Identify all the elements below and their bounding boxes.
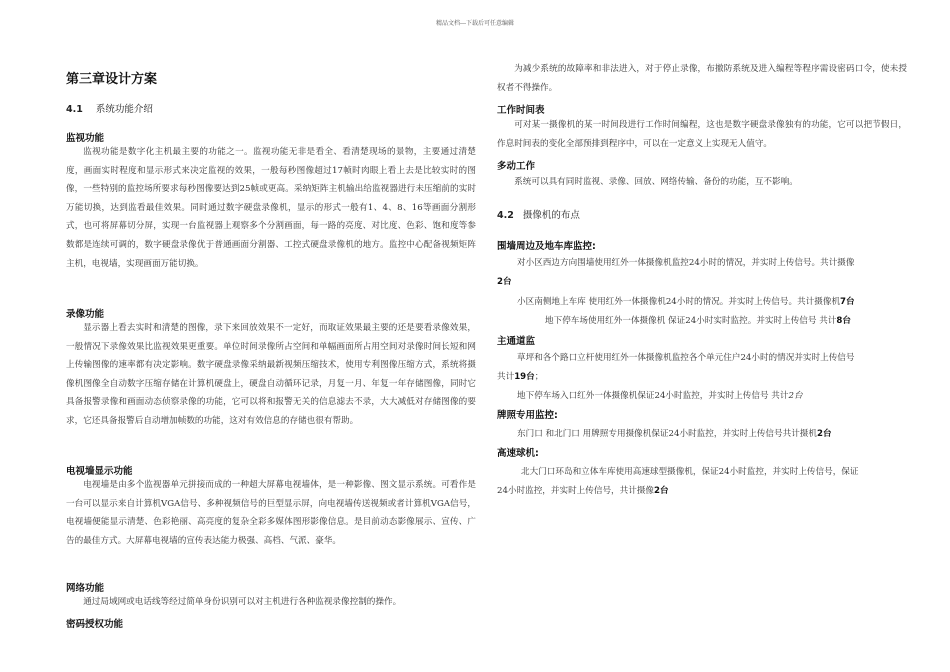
section-number: 4.2 xyxy=(497,210,514,221)
road-text-3: 地下停车场入口红外一体摄像机保证24小时监控，并实时上传信号 共计 xyxy=(517,391,789,401)
para-network: 通过局域网或电话线等经过简单身份识别可以对主机进行各种监视录像控制的操作。 xyxy=(83,597,402,607)
heading-schedule: 工作时间表 xyxy=(497,105,545,116)
plate-line-1 xyxy=(517,427,832,439)
para-record: 显示器上看去实时和清楚的图像，录下来回放效果不一定好，而取证效果最主要的还是要看录像效果，一般情况下录像效果比监视效果更重要。单位时间录像所占空间和单幅画面所占用空间对录像时间长短和网上传输图像的速率都有决定影响。数字硬盘录像采纳最新视频压缩技术，使用专利图像压缩方式，系统将摄像机图像全自动数字压缩存储在计算机硬盘上，硬盘自动循环记录，月复一月、年复一年存储图像，同时它具备报警录像和画面动态侦察录像的功能，它可以将和报警无关的信息滤去不录，大大减低对存储图像的要求，它还具备报警后自动增加帧数的功能，这对有效信息的存储也很有帮助。 xyxy=(66,323,476,426)
section-title: 系统功能介绍 xyxy=(95,104,153,115)
plate-text-1: 东门口 和北门口 用牌照专用摄像机保证24小时监控，并实时上传信号共计摄机 xyxy=(517,429,817,439)
heading-password: 密码授权功能 xyxy=(66,619,124,630)
para-videowall: 电视墙是由多个监视器单元拼接而成的一种超大屏幕电视墙体，是一种影像、图文显示系统。可看作是一台可以显示来自计算机VGA信号、多种视频信号的巨型显示屏，向电视墙传送视频或者计算机VGA信号，电视墙便能显示清楚、色彩艳丽、高亮度的复杂全彩多媒体图形影像信息。是目前动态影像展示、宣传、广告的最佳方式。大屏幕电视墙的宣传表达能力极强、高档、气派、豪华。 xyxy=(66,480,476,546)
heading-dome: 高速球机: xyxy=(497,448,539,459)
road-line-3 xyxy=(517,389,803,401)
section-number: 4.1 xyxy=(66,104,83,115)
dome-line-1: 北大门口环岛和立体车库使用高速球型摄像机，保证24小时监控，并实时上传信号，保证 xyxy=(521,467,859,477)
section-heading-4-2 xyxy=(497,207,580,221)
road-text-2: 共计 xyxy=(497,372,515,382)
road-count-3: 2台 xyxy=(788,391,803,401)
perimeter-line-1: 对小区西边方向围墙使用红外一体摄像机监控24小时的情况，并实时上传信号。共计摄像 xyxy=(517,258,855,268)
perimeter-count-2: 7台 xyxy=(840,297,855,307)
heading-plate: 牌照专用监控: xyxy=(497,410,558,421)
heading-monitor: 监视功能 xyxy=(66,133,105,144)
perimeter-line-3 xyxy=(545,314,851,326)
perimeter-text-3: 地下停车场使用红外一体摄像机 保证24小时实时监控。并实时上传信号 共计 xyxy=(545,316,837,326)
plate-count-1: 2台 xyxy=(817,429,832,439)
heading-multitask: 多动工作 xyxy=(497,161,536,172)
para-password: 为减少系统的故障率和非法进入，对于停止录像，布撤防系统及进入编程等程序需设密码口令，使未授权者不得操作。 xyxy=(497,64,907,93)
heading-record: 录像功能 xyxy=(66,309,105,320)
perimeter-line-2 xyxy=(517,295,855,307)
road-count-2: 19台 xyxy=(514,372,535,382)
heading-network: 网络功能 xyxy=(66,583,105,594)
perimeter-count-3: 8台 xyxy=(836,316,851,326)
para-schedule: 可对某一摄像机的某一时间段进行工作时间编程，这也是数字硬盘录像独有的功能，它可以把节假日，作息时间表的变化全部预排到程序中，可以在一定意义上实现无人值守。 xyxy=(497,120,907,149)
dome-text-2: 24小时监控，并实时上传信号，共计摄像 xyxy=(497,486,655,496)
chapter-title: 第三章设计方案 xyxy=(66,72,158,87)
section-heading-4-1 xyxy=(66,101,153,115)
para-multitask: 系统可以具有同时监视、录像、回放、网络传输、备份的功能，互不影响。 xyxy=(514,177,798,187)
perimeter-count-1: 2台 xyxy=(497,277,512,287)
dome-count-2: 2台 xyxy=(654,486,669,496)
heading-perimeter: 围墙周边及地车库监控: xyxy=(497,241,596,252)
road-line-2 xyxy=(497,370,543,382)
section-title: 摄像机的布点 xyxy=(522,210,580,221)
perimeter-text-2: 小区南侧地上车库 使用红外一体摄像机24小时的情况。并实时上传信号。共计摄像机 xyxy=(517,297,841,307)
heading-road: 主通道监 xyxy=(497,336,536,347)
heading-videowall: 电视墙显示功能 xyxy=(66,466,133,477)
page-header: 精品文档---下载后可任意编辑 xyxy=(435,20,515,27)
para-monitor: 监视功能是数字化主机最主要的功能之一。监视功能无非是看全、看清楚现场的景物，主要通过清楚度，画面实时程度和显示形式来决定监视的效果，一般每秒图像超过17帧时肉眼上看上去是比较实时的图像，一些特别的监控场所要求每秒图像要达到25帧或更高。采纳矩阵主机输出给监视器进行未压缩前的实时万能切换，达到监看最佳效果。同时通过数字硬盘录像机，显示的形式一般有1、4、8、16等画面分割形式，也可将屏幕切分屏，实现一台监视器上观察多个分割画面，每一路的亮度、对比度、色彩、饱和度等参数都是连续可调的，数字硬盘录像优于普通画面分割器、工控式硬盘录像机的地方。监控中心配备视频矩阵主机，电视墙，实现画面万能切换。 xyxy=(66,147,476,269)
road-line-1: 草坪和各个路口立杆使用红外一体摄像机监控各个单元住户24小时的情况并实时上传信号 xyxy=(517,353,855,363)
road-punct-2: ； xyxy=(534,372,544,382)
dome-line-2 xyxy=(497,484,669,496)
